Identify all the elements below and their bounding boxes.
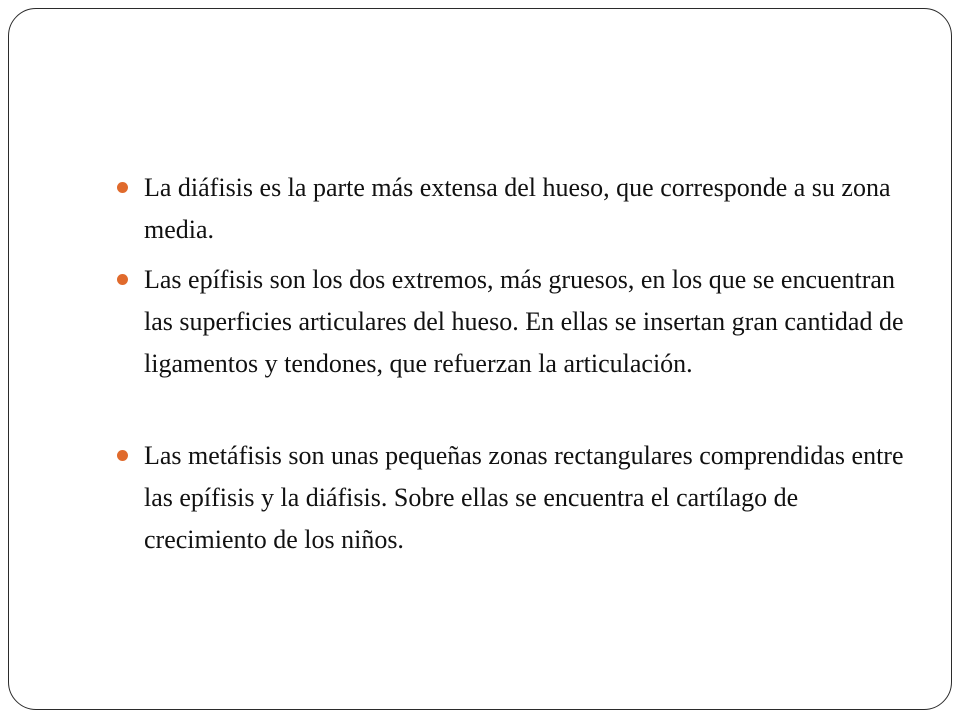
- slide-frame: [8, 8, 952, 710]
- bullet-item-diafisis: [117, 167, 917, 251]
- bullet-text: Las metáfisis son unas pequeñas zonas rectangulares comprendidas entre las epífisis y la diáfisis. Sobre ellas se encuentra el cartílago de crecimiento de los niños.: [144, 441, 904, 554]
- bullet-list: [117, 167, 917, 561]
- bullet-text: La diáfisis es la parte más extensa del hueso, que corresponde a su zona media.: [144, 173, 891, 244]
- bullet-dot-icon: [117, 274, 128, 285]
- bullet-item-metafisis: [117, 435, 917, 561]
- bullet-dot-icon: [117, 182, 128, 193]
- bullet-text: Las epífisis son los dos extremos, más gruesos, en los que se encuentran las superficies articulares del hueso. En ellas se insertan gran cantidad de ligamentos y tendones, que refuerzan la articulación.: [144, 265, 904, 378]
- bullet-dot-icon: [117, 450, 128, 461]
- bullet-item-epifisis: [117, 259, 917, 385]
